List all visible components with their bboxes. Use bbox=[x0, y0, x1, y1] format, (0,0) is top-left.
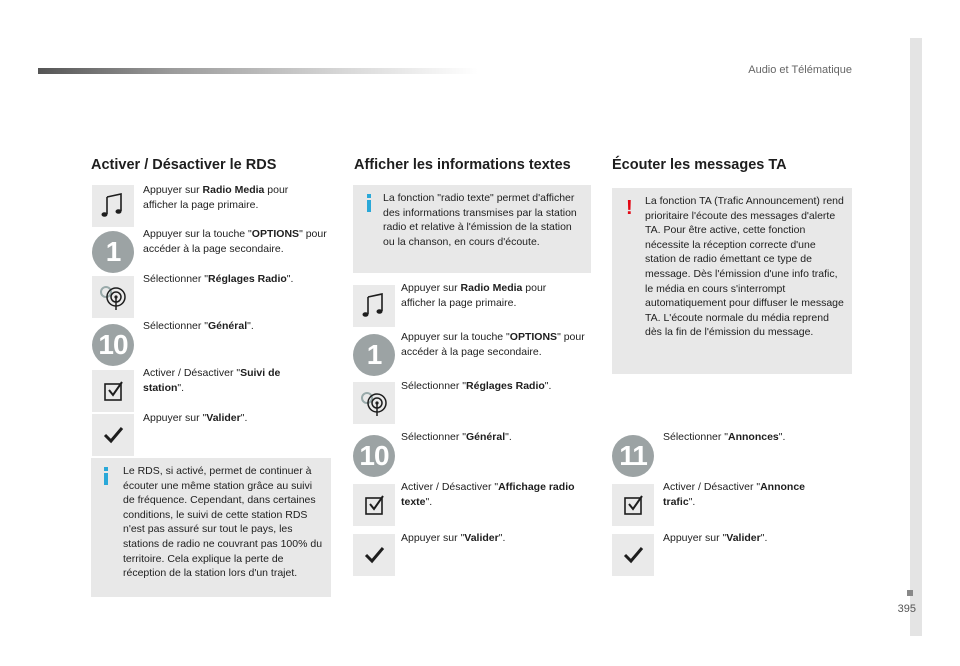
ta-warning-note: ! La fonction TA (Trafic Announcement) rend prioritaire l'écoute des messages d'alerte TA. Pour être active, cette fonction nécessite la réception correcte d'une station de radio émettant ce type de message. Dès l'émission d'une info trafic, le média en cours s'interrompt automatiquement pour diffuser le message TA. L'écoute normale du média reprend dès la fin de l'émission du message. bbox=[612, 188, 852, 374]
rds-step-4: Sélectionner "Général". bbox=[143, 320, 254, 332]
warning-icon: ! bbox=[626, 197, 633, 219]
step-circle-11: 11 bbox=[612, 435, 654, 477]
rds-step-5: Activer / Désactiver "Suivi de station". bbox=[143, 367, 281, 394]
text-info-step-1: Appuyer sur Radio Media pour afficher la page primaire. bbox=[401, 282, 547, 309]
check-icon bbox=[612, 534, 654, 576]
ta-step-2: Activer / Désactiver "Annonce trafic". bbox=[663, 481, 806, 508]
page-side-tab bbox=[910, 38, 922, 636]
page-number: 395 bbox=[897, 603, 916, 615]
checkbox-toggle-icon bbox=[353, 484, 395, 526]
rds-step-1: Appuyer sur Radio Media pour afficher la page primaire. bbox=[143, 184, 289, 211]
check-icon bbox=[92, 414, 134, 456]
checkbox-toggle-icon bbox=[612, 484, 654, 526]
rds-step-2: Appuyer sur la touche "OPTIONS" pour accéder à la page secondaire. bbox=[143, 228, 327, 255]
page-marker bbox=[907, 590, 913, 596]
text-info-step-4: Sélectionner "Général". bbox=[401, 431, 512, 443]
text-info-step-3: Sélectionner "Réglages Radio". bbox=[401, 380, 552, 392]
ta-step-3: Appuyer sur "Valider". bbox=[663, 532, 768, 544]
section-title-text-info: Afficher les informations textes bbox=[354, 157, 571, 173]
rds-step-3: Sélectionner "Réglages Radio". bbox=[143, 273, 294, 285]
radio-settings-icon bbox=[353, 382, 395, 424]
step-circle-1: 1 bbox=[92, 231, 134, 273]
section-title-rds: Activer / Désactiver le RDS bbox=[91, 157, 277, 173]
header-title: Audio et Télématique bbox=[748, 64, 852, 76]
check-icon bbox=[353, 534, 395, 576]
text-info-step-5: Activer / Désactiver "Affichage radio texte". bbox=[401, 481, 575, 508]
text-info-note: La fonction "radio texte" permet d'afficher des informations transmises par la station radio et relative à l'émission de la station ou la chanson, en cours d'écoute. bbox=[353, 185, 591, 273]
ta-step-1: Sélectionner "Annonces". bbox=[663, 431, 786, 443]
step-circle-10: 10 bbox=[353, 435, 395, 477]
text-info-step-6: Appuyer sur "Valider". bbox=[401, 532, 506, 544]
rds-info-note: Le RDS, si activé, permet de continuer à écouter une même station grâce au suivi de fréquence. Cependant, dans certaines conditions, le suivi de cette station RDS n'est pas assuré sur tout le pays, les stations de radio ne couvrant pas 100% du territoire. Cela explique la perte de réception de la station lors d'un trajet. bbox=[91, 458, 331, 597]
text-info-step-2: Appuyer sur la touche "OPTIONS" pour accéder à la page secondaire. bbox=[401, 331, 585, 358]
rds-step-6: Appuyer sur "Valider". bbox=[143, 412, 248, 424]
music-note-icon bbox=[353, 285, 395, 327]
radio-settings-icon bbox=[92, 276, 134, 318]
step-circle-1: 1 bbox=[353, 334, 395, 376]
music-note-icon bbox=[92, 185, 134, 227]
section-title-ta: Écouter les messages TA bbox=[612, 157, 787, 173]
header-decorative-bar bbox=[38, 68, 478, 74]
step-circle-10: 10 bbox=[92, 324, 134, 366]
checkbox-toggle-icon bbox=[92, 370, 134, 412]
